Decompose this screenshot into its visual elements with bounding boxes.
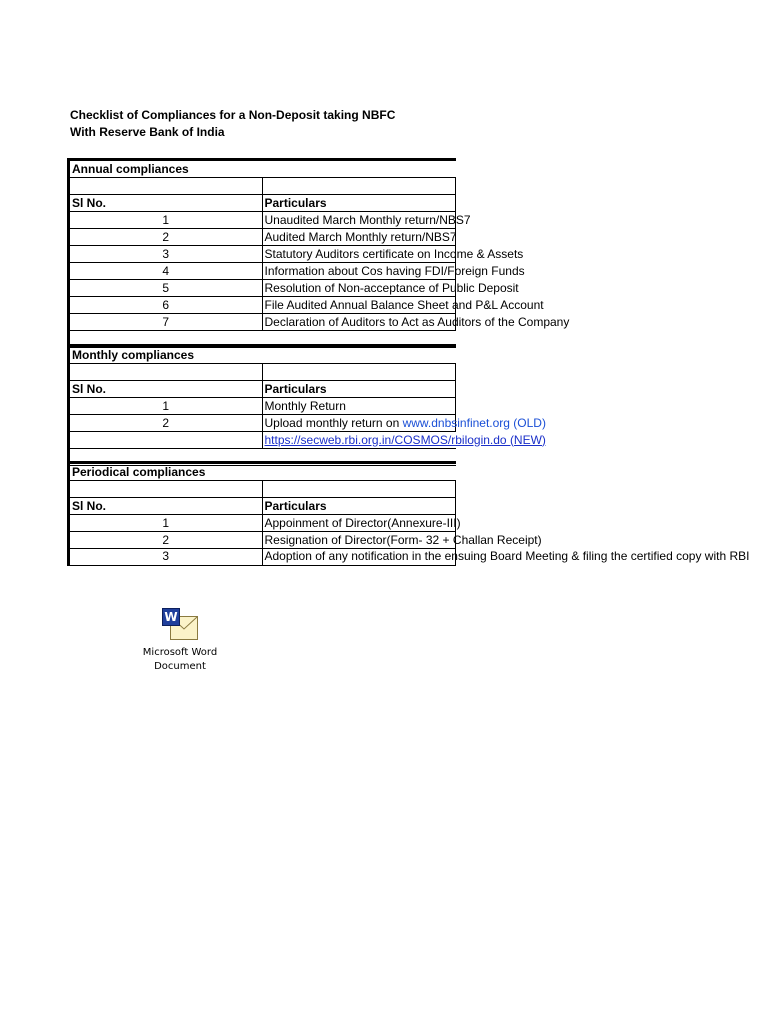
document-title <box>70 107 395 141</box>
table-row <box>69 515 456 532</box>
particulars-header: Particulars <box>262 381 456 398</box>
link-row <box>69 432 456 449</box>
monthly-heading: Monthly compliances <box>69 346 456 364</box>
section-heading-row <box>69 160 456 178</box>
table-row <box>69 297 456 314</box>
particulars-cell: Adoption of any notification in the ensuing Board Meeting & filing the certified copy with RBI <box>262 549 456 566</box>
embedded-word-document[interactable] <box>139 608 221 674</box>
table-row <box>69 229 456 246</box>
sl-no-cell: 3 <box>69 549 263 566</box>
title-line-1: Checklist of Compliances for a Non-Deposit taking NBFC <box>70 108 396 122</box>
table-row <box>69 263 456 280</box>
blank-row <box>69 481 456 498</box>
particulars-cell: Resolution of Non-acceptance of Public Deposit <box>262 280 456 297</box>
annual-compliances-table <box>67 158 570 348</box>
particulars-cell: Monthly Return <box>262 398 456 415</box>
table-row <box>69 398 456 415</box>
particulars-cell: Resignation of Director(Form- 32 + Challan Receipt) <box>262 532 456 549</box>
table-row <box>69 280 456 297</box>
sl-no-header: Sl No. <box>69 195 263 212</box>
particulars-cell: Information about Cos having FDI/Foreign Funds <box>262 263 456 280</box>
section-heading-row <box>69 463 456 481</box>
particulars-cell: Statutory Auditors certificate on Income & Assets <box>262 246 456 263</box>
sl-no-cell: 2 <box>69 415 263 432</box>
sl-no-cell: 1 <box>69 212 263 229</box>
sl-no-cell: 3 <box>69 246 263 263</box>
table-row <box>69 314 456 331</box>
particulars-header: Particulars <box>262 195 456 212</box>
sl-no-cell: 2 <box>69 229 263 246</box>
blank-row <box>69 178 456 195</box>
upload-text: Upload monthly return on <box>264 415 403 430</box>
sl-no-cell: 5 <box>69 280 263 297</box>
particulars-header: Particulars <box>262 498 456 515</box>
column-header-row <box>69 498 456 515</box>
annual-heading: Annual compliances <box>69 160 456 178</box>
table-row <box>69 532 456 549</box>
word-document-label: Microsoft Word Document <box>142 647 218 672</box>
particulars-cell <box>262 415 546 432</box>
sl-no-cell: 6 <box>69 297 263 314</box>
monthly-compliances-table <box>67 344 546 466</box>
table-row <box>69 415 456 432</box>
table-row <box>69 246 456 263</box>
table-row <box>69 549 456 566</box>
section-heading-row <box>69 346 456 364</box>
periodical-heading: Periodical compliances <box>69 463 456 481</box>
dnbsinfinet-link[interactable]: www.dnbsinfinet.org (OLD) <box>402 415 546 430</box>
cosmos-login-link[interactable]: https://secweb.rbi.org.in/COSMOS/rbilogin.do (NEW) <box>264 432 546 447</box>
column-header-row <box>69 381 456 398</box>
sl-no-header: Sl No. <box>69 498 263 515</box>
sl-no-cell: 1 <box>69 515 263 532</box>
table-row <box>69 212 456 229</box>
sl-no-cell: 4 <box>69 263 263 280</box>
sl-no-header: Sl No. <box>69 381 263 398</box>
particulars-cell: Audited March Monthly return/NBS7 <box>262 229 456 246</box>
word-document-icon: W <box>162 608 198 642</box>
periodical-compliances-table <box>67 461 750 566</box>
particulars-cell: Appoinment of Director(Annexure-III) <box>262 515 456 532</box>
particulars-cell: File Audited Annual Balance Sheet and P&L Account <box>262 297 456 314</box>
title-line-2: With Reserve Bank of India <box>70 125 225 139</box>
particulars-cell: Declaration of Auditors to Act as Auditors of the Company <box>262 314 456 331</box>
sl-no-cell: 2 <box>69 532 263 549</box>
sl-no-cell: 7 <box>69 314 263 331</box>
blank-row <box>69 364 456 381</box>
particulars-cell: Unaudited March Monthly return/NBS7 <box>262 212 456 229</box>
sl-no-cell: 1 <box>69 398 263 415</box>
column-header-row <box>69 195 456 212</box>
